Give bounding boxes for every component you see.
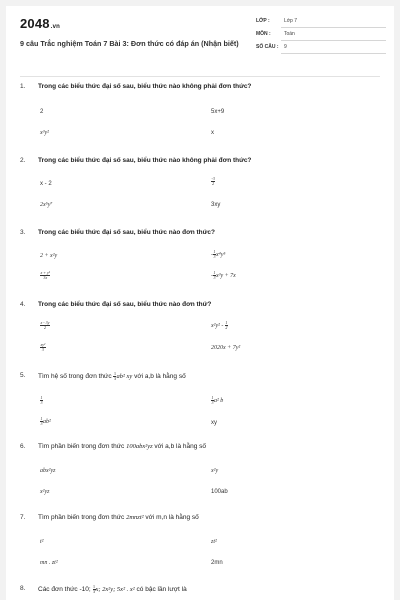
- header-divider: [20, 76, 380, 77]
- option-c[interactable]: x²yz: [40, 489, 50, 495]
- numerator: 1: [113, 371, 116, 376]
- fraction: [211, 177, 215, 186]
- denominator: 3: [213, 275, 216, 280]
- meta-underline: [281, 53, 386, 54]
- meta-value: Toán: [284, 31, 295, 37]
- option-a[interactable]: abx²yz: [40, 468, 56, 474]
- fraction: [40, 396, 43, 405]
- numerator: -3: [211, 176, 215, 181]
- question-number: 5.: [20, 372, 26, 379]
- logo-suffix: .vn: [50, 24, 61, 30]
- meta-class: [256, 18, 386, 30]
- option-b[interactable]: zt²: [211, 539, 217, 545]
- question-text-pre: Tìm phần biến trong đơn thức: [38, 514, 127, 521]
- numerator: x - 3y: [40, 320, 50, 325]
- question-number: 7.: [20, 514, 26, 521]
- denominator: 2: [43, 325, 46, 330]
- document-page: [6, 6, 394, 600]
- denominator: 2: [212, 181, 215, 186]
- fraction: [40, 343, 46, 352]
- numerator: 1: [40, 395, 43, 400]
- option-b[interactable]: x²y: [211, 468, 219, 474]
- question-number: 8.: [20, 585, 26, 592]
- option-b[interactable]: [211, 177, 215, 186]
- meta-underline: [281, 40, 386, 41]
- numerator: 1: [211, 395, 214, 400]
- meta-underline: [281, 27, 386, 28]
- question-math: 100abx²yz: [126, 443, 153, 450]
- option-c[interactable]: [40, 417, 51, 426]
- option-b-text: a² b: [214, 397, 224, 404]
- question-text-pre: Tìm phần biến trong đơn thức: [38, 443, 127, 450]
- option-b[interactable]: 5x+9: [211, 109, 225, 115]
- fraction: [40, 321, 50, 330]
- meta-key: LỚP :: [256, 18, 270, 24]
- option-c[interactable]: [40, 343, 46, 352]
- option-c[interactable]: mn . zt²: [40, 560, 58, 566]
- question-number: 1.: [20, 83, 26, 90]
- question-text: Trong các biểu thức đại số sau, biểu thức nào đơn thứ?: [38, 301, 212, 308]
- question-text: [38, 585, 187, 594]
- option-d[interactable]: 2020x + 7y²: [211, 345, 241, 351]
- denominator: 3: [213, 254, 216, 259]
- question-number: 6.: [20, 443, 26, 450]
- numerator: x + y²: [40, 270, 50, 275]
- question-text-pre: Các đơn thức -10;: [38, 586, 93, 594]
- meta-key: MÔN :: [256, 31, 271, 37]
- question-number: 2.: [20, 157, 26, 164]
- question-text: Trong các biểu thức đại số sau, biểu thức nào không phải đơn thức?: [38, 157, 252, 164]
- meta-value: 9: [284, 44, 287, 50]
- option-b[interactable]: [211, 321, 228, 330]
- option-d-text: x³y + 7x: [216, 272, 236, 279]
- question-text: [38, 514, 199, 521]
- denominator: 3x: [43, 275, 48, 280]
- option-a[interactable]: t²: [40, 539, 44, 545]
- numerator: 1: [213, 249, 216, 254]
- numerator: xy²: [40, 342, 46, 347]
- option-d[interactable]: x: [211, 130, 214, 136]
- document-title: 9 câu Trắc nghiệm Toán 7 Bài 3: Đơn thức có đáp án (Nhận biết): [20, 39, 239, 48]
- denominator: 3: [40, 400, 43, 405]
- logo-text: 2048: [20, 16, 50, 31]
- numerator: 1: [93, 584, 95, 589]
- question-text-post: có bậc lần lượt là: [134, 586, 187, 594]
- question-text: Trong các biểu thức đại số sau, biểu thức nào không phải đơn thức?: [38, 83, 252, 90]
- meta-value: Lớp 7: [284, 18, 298, 24]
- meta-question-count: [256, 44, 386, 56]
- denominator: 3: [40, 421, 43, 426]
- document-header: [6, 6, 394, 76]
- question-math: 2mnzt²: [126, 514, 144, 521]
- denominator: 3: [93, 589, 95, 594]
- option-b[interactable]: - $\frac{1}{3}$ x⁴y⁵: [211, 249, 226, 259]
- question-math: x; 2x²y; 5x² . x²: [95, 586, 135, 594]
- option-b-text: x²y² -: [211, 322, 225, 329]
- fraction: [225, 321, 228, 330]
- document-meta: [256, 18, 386, 57]
- question-text-post: với a,b là hằng số: [152, 443, 207, 450]
- meta-subject: [256, 31, 386, 43]
- denominator: 3: [113, 376, 116, 381]
- option-a[interactable]: [40, 396, 43, 405]
- option-c[interactable]: x³y²: [40, 130, 49, 136]
- option-d[interactable]: - $\frac{1}{3}$ x³y + 7x: [211, 270, 236, 280]
- question-math: ab² xy: [116, 373, 133, 381]
- option-c[interactable]: [40, 271, 50, 280]
- numerator: 1: [225, 320, 228, 325]
- option-c-text: ab²: [43, 418, 51, 425]
- option-d[interactable]: 3xy: [211, 202, 221, 208]
- question-text: [38, 372, 186, 381]
- option-a[interactable]: [40, 321, 50, 330]
- question-text-pre: Tìm hệ số trong đơn thức: [38, 373, 114, 381]
- question-number: 3.: [20, 229, 26, 236]
- denominator: 3: [41, 347, 44, 352]
- numerator: 1: [40, 416, 43, 421]
- option-d[interactable]: 100ab: [211, 489, 228, 495]
- option-a[interactable]: 2 + x²y: [40, 253, 58, 259]
- fraction: [40, 271, 50, 280]
- question-text-post: với m,n là hằng số: [143, 514, 199, 521]
- option-a[interactable]: x - 2: [40, 181, 52, 187]
- option-b[interactable]: [211, 396, 223, 405]
- option-d[interactable]: 2mn: [211, 560, 223, 566]
- denominator: 2: [225, 325, 228, 330]
- question-text: Trong các biểu thức đại số sau, biểu thức nào đơn thức?: [38, 229, 215, 236]
- option-d[interactable]: xy: [211, 420, 217, 426]
- question-number: 4.: [20, 301, 26, 308]
- numerator: 1: [213, 270, 216, 275]
- option-b-text: x⁴y⁵: [216, 251, 226, 258]
- site-logo[interactable]: [20, 16, 60, 31]
- question-text: [38, 443, 206, 450]
- meta-key: SỐ CÂU :: [256, 44, 279, 50]
- denominator: 3: [211, 400, 214, 405]
- question-text-post: với a,b là hằng số: [132, 373, 186, 381]
- option-c[interactable]: 2x⁵y⁷: [40, 202, 53, 208]
- option-a[interactable]: 2: [40, 109, 44, 115]
